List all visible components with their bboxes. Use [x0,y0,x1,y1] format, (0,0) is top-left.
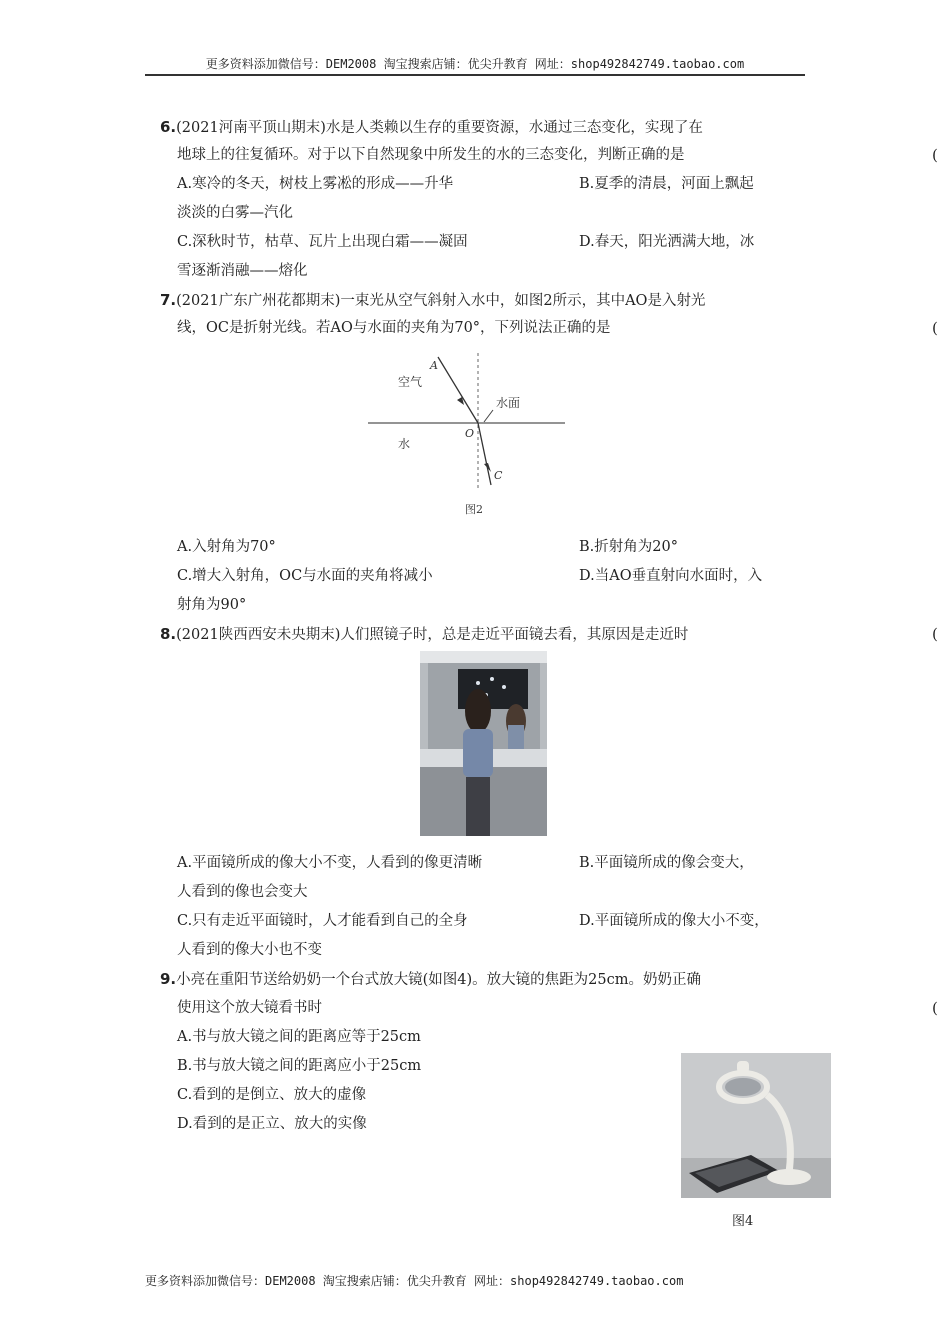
question-6-option-b: B.夏季的清晨，河面上飘起 [579,176,754,192]
question-9-option-c: C.看到的是倒立、放大的虚像 [177,1087,367,1103]
label-surface: 水面 [496,396,521,410]
question-7-option-b: B.折射角为20° [579,539,678,555]
question-9-number: 9. [160,970,177,988]
question-6-option-b-cont: 淡淡的白雾—汽化 [177,205,293,221]
question-6-option-d-cont: 雪逐渐消融——熔化 [177,263,308,279]
question-9-stem-2: 使用这个放大镜看书时 [177,1000,322,1016]
question-9-stem-1: 小亮在重阳节送给奶奶一个台式放大镜(如图4)。放大镜的焦距为25cm。奶奶正确 [176,972,701,988]
question-8-stem-1: (2021陕西西安未央期末)人们照镜子时，总是走近平面镜去看，其原因是走近时 [176,627,689,643]
refracted-ray [478,423,491,485]
label-water: 水 [398,437,411,451]
page-header: 更多资料添加微信号：DEM2008 淘宝搜索店铺：优尖升教育 网址：shop492842749.taobao.com [145,56,805,76]
question-7-line-1 [160,290,705,311]
question-8-option-d-cont: 人看到的像大小也不变 [177,942,322,958]
question-8-option-b: B.平面镜所成的像会变大， [579,855,754,871]
question-9-line-1 [160,969,701,990]
question-6-option-d: D.春天，阳光洒满大地，冰 [579,234,755,250]
question-8-option-b-cont: 人看到的像也会变大 [177,884,308,900]
label-point-c: C [494,469,503,482]
question-6-stem-2: 地球上的往复循环。对于以下自然现象中所发生的水的三态变化，判断正确的是 [177,147,685,163]
answer-paren: ( [932,625,938,643]
question-9-option-b: B.书与放大镜之间的距离应小于25cm [177,1058,422,1074]
incident-ray [438,357,478,423]
question-8-number: 8. [160,625,177,643]
magnifier-photo [681,1053,831,1198]
question-8-option-a: A.平面镜所成的像大小不变，人看到的像更清晰 [177,855,483,871]
answer-paren: ( [932,319,938,337]
question-8-option-d: D.平面镜所成的像大小不变， [579,913,769,929]
answer-paren: ( [932,146,938,164]
surface-pointer [484,410,493,422]
question-7-stem-1: (2021广东广州花都期末)一束光从空气斜射入水中，如图2所示，其中AO是入射光 [176,293,706,309]
refraction-diagram [360,345,580,520]
label-point-o: O [465,427,475,440]
question-7-stem-2: 线，OC是折射光线。若AO与水面的夹角为70°，下列说法正确的是 [177,320,611,336]
label-air: 空气 [398,375,423,389]
question-7-option-c: C.增大入射角，OC与水面的夹角将减小 [177,568,433,584]
question-8-line-1 [160,624,688,645]
label-point-a: A [430,359,438,372]
question-7-option-d-cont: 射角为90° [177,597,247,613]
question-6-line-1 [160,117,703,138]
answer-paren: ( [932,999,938,1017]
question-6-option-a: A.寒冷的冬天，树枝上雾凇的形成——升华 [177,176,454,192]
question-9-option-d: D.看到的是正立、放大的实像 [177,1116,367,1132]
figure-4-caption: 图4 [732,1214,754,1229]
question-9-option-a: A.书与放大镜之间的距离应等于25cm [177,1029,421,1045]
question-8-option-c: C.只有走近平面镜时，人才能看到自己的全身 [177,913,468,929]
question-7-option-a: A.入射角为70° [177,539,276,555]
question-7-option-d: D.当AO垂直射向水面时，入 [579,568,763,584]
question-6-stem-1: (2021河南平顶山期末)水是人类赖以生存的重要资源，水通过三态变化，实现了在 [176,120,703,136]
question-6-option-c: C.深秋时节，枯草、瓦片上出现白霜——凝固 [177,234,468,250]
page-footer: 更多资料添加微信号：DEM2008 淘宝搜索店铺：优尖升教育 网址：shop492842749.taobao.com [145,1274,684,1288]
mirror-photo [420,651,547,836]
question-7-number: 7. [160,291,177,309]
figure-2-caption: 图2 [465,503,483,516]
question-6-number: 6. [160,118,177,136]
